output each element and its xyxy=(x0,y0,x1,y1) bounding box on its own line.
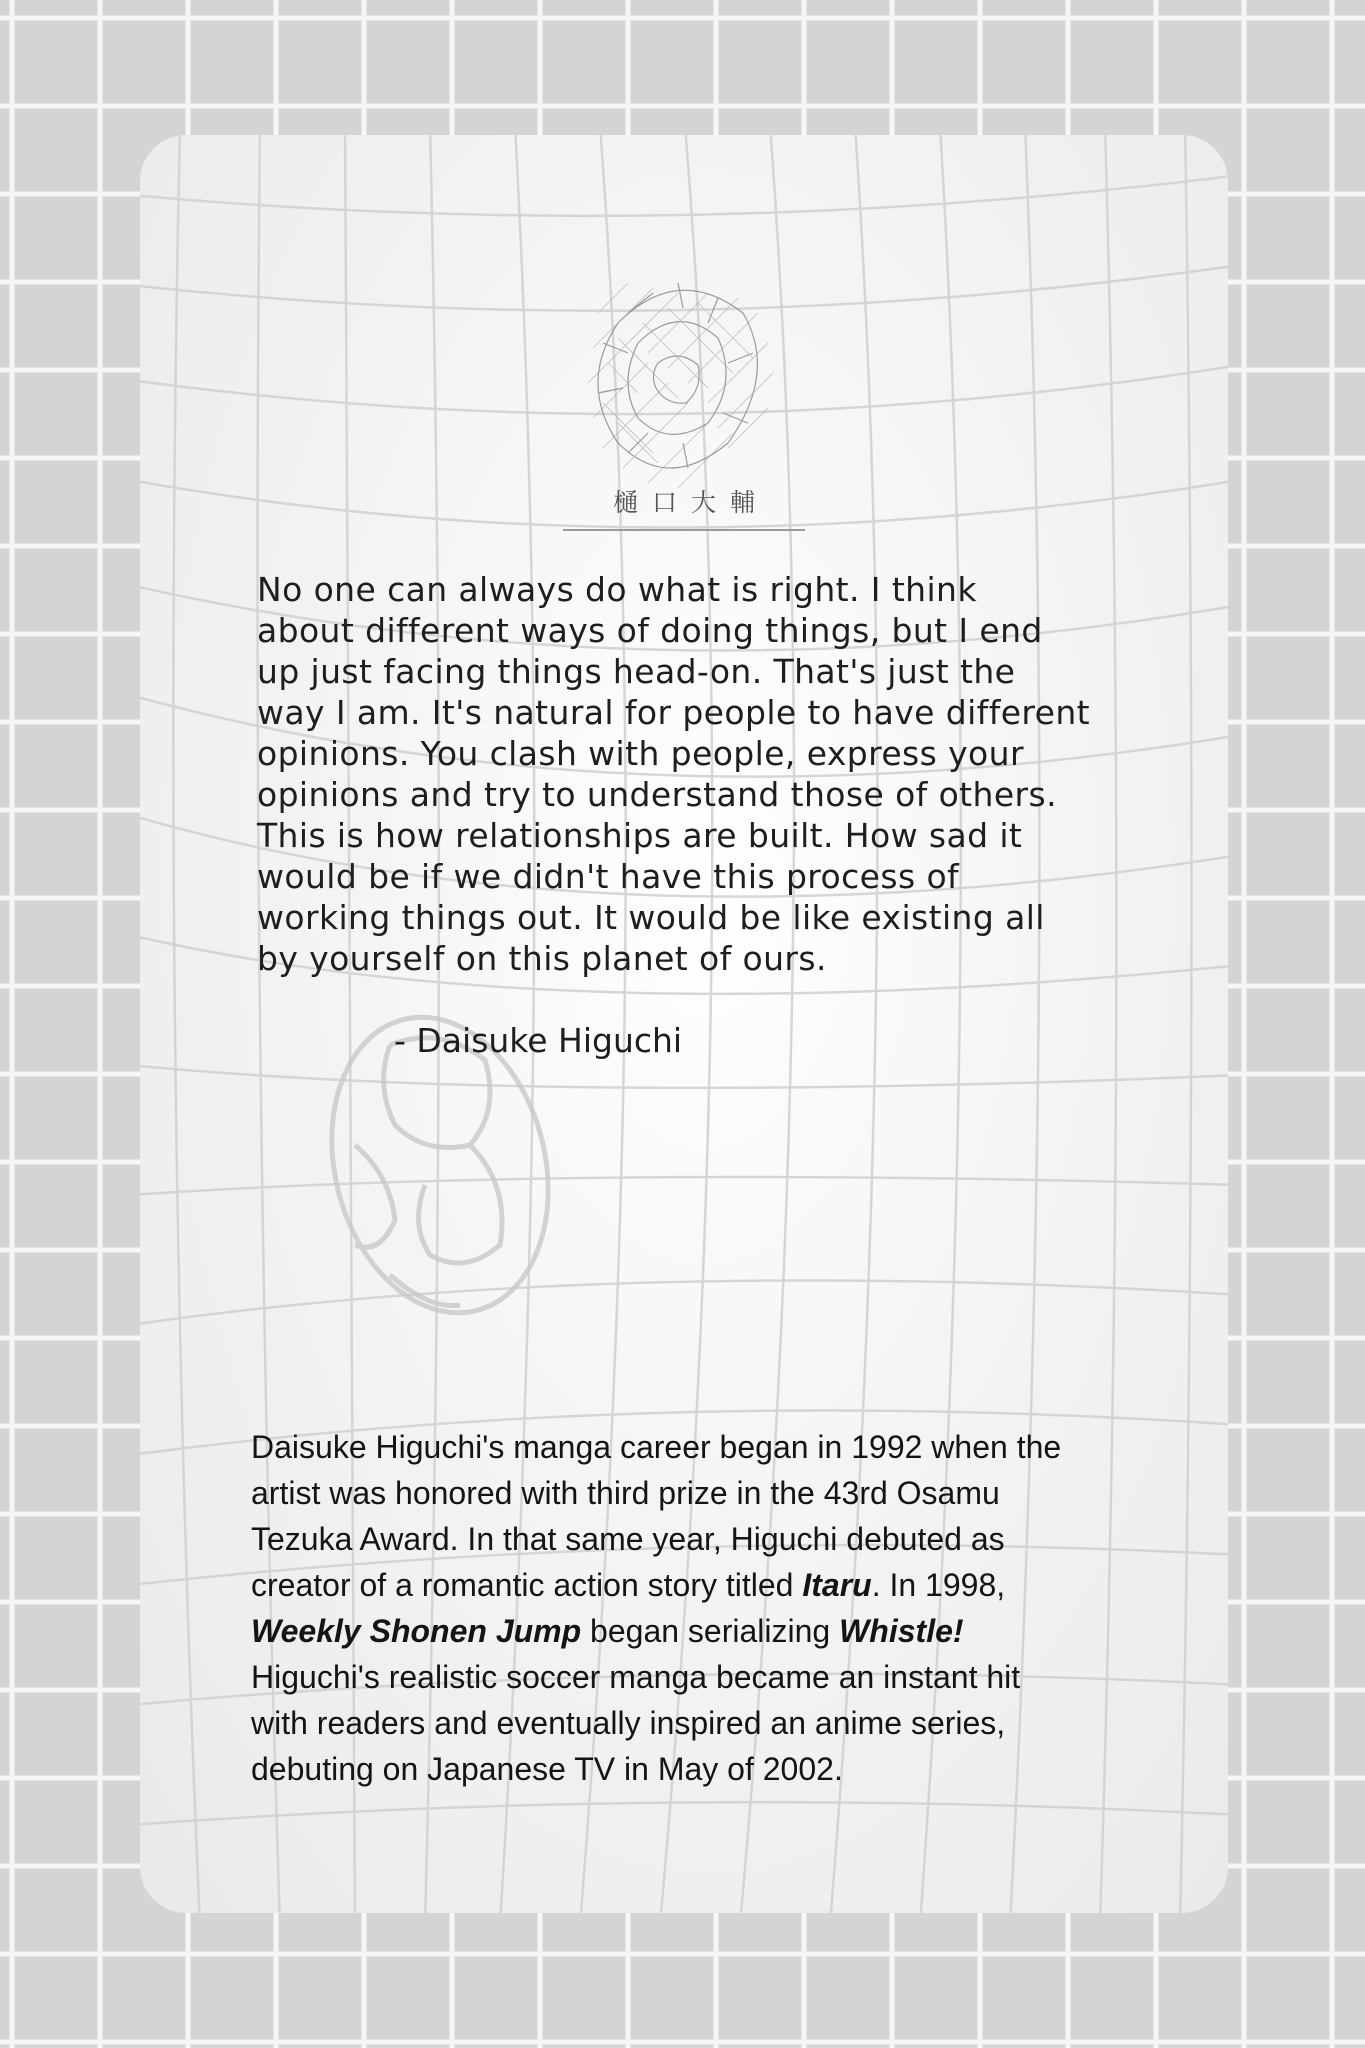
bio-line: debuting on Japanese TV in May of 2002. xyxy=(251,1751,843,1787)
bio-text: creator of a romantic action story titled xyxy=(251,1567,803,1603)
quote-line: working things out. It would be like existing all xyxy=(257,898,1045,937)
bio-line: with readers and eventually inspired an anime series, xyxy=(251,1705,1006,1741)
quote-line: This is how relationships are built. How sad it xyxy=(257,816,1023,855)
quote-line: way I am. It's natural for people to have different xyxy=(257,693,1091,732)
bio-line xyxy=(251,1562,1171,1608)
quote-line: about different ways of doing things, but I end xyxy=(257,611,1043,650)
bio-line: Higuchi's realistic soccer manga became an instant hit xyxy=(251,1659,1021,1695)
author-card xyxy=(140,135,1228,1913)
quote-line: would be if we didn't have this process of xyxy=(257,857,960,896)
signature-block xyxy=(140,483,1228,531)
bio-line: artist was honored with third prize in the 43rd Osamu xyxy=(251,1475,1000,1511)
quote-line: opinions and try to understand those of others. xyxy=(257,775,1057,814)
bio-line: Tezuka Award. In that same year, Higuchi debuted as xyxy=(251,1521,1005,1557)
author-name-kanji: 樋口大輔 xyxy=(563,483,805,531)
quote-attribution: - Daisuke Higuchi xyxy=(394,1021,683,1060)
title-whistle: Whistle! xyxy=(839,1613,964,1649)
bio-line: Daisuke Higuchi's manga career began in 1992 when the xyxy=(251,1429,1062,1465)
quote-line: No one can always do what is right. I think xyxy=(257,570,977,609)
quote-line: opinions. You clash with people, express your xyxy=(257,734,1024,773)
author-bio xyxy=(251,1424,1171,1792)
title-weekly-shonen-jump: Weekly Shonen Jump xyxy=(251,1613,582,1649)
bio-text: began serializing xyxy=(581,1613,840,1649)
bio-text: . In 1998, xyxy=(871,1567,1006,1603)
bio-line xyxy=(251,1608,1171,1654)
quote-line: up just facing things head-on. That's just the xyxy=(257,652,1016,691)
author-quote xyxy=(257,569,1157,979)
title-itaru: Itaru xyxy=(802,1567,872,1603)
quote-line: by yourself on this planet of ours. xyxy=(257,939,827,978)
